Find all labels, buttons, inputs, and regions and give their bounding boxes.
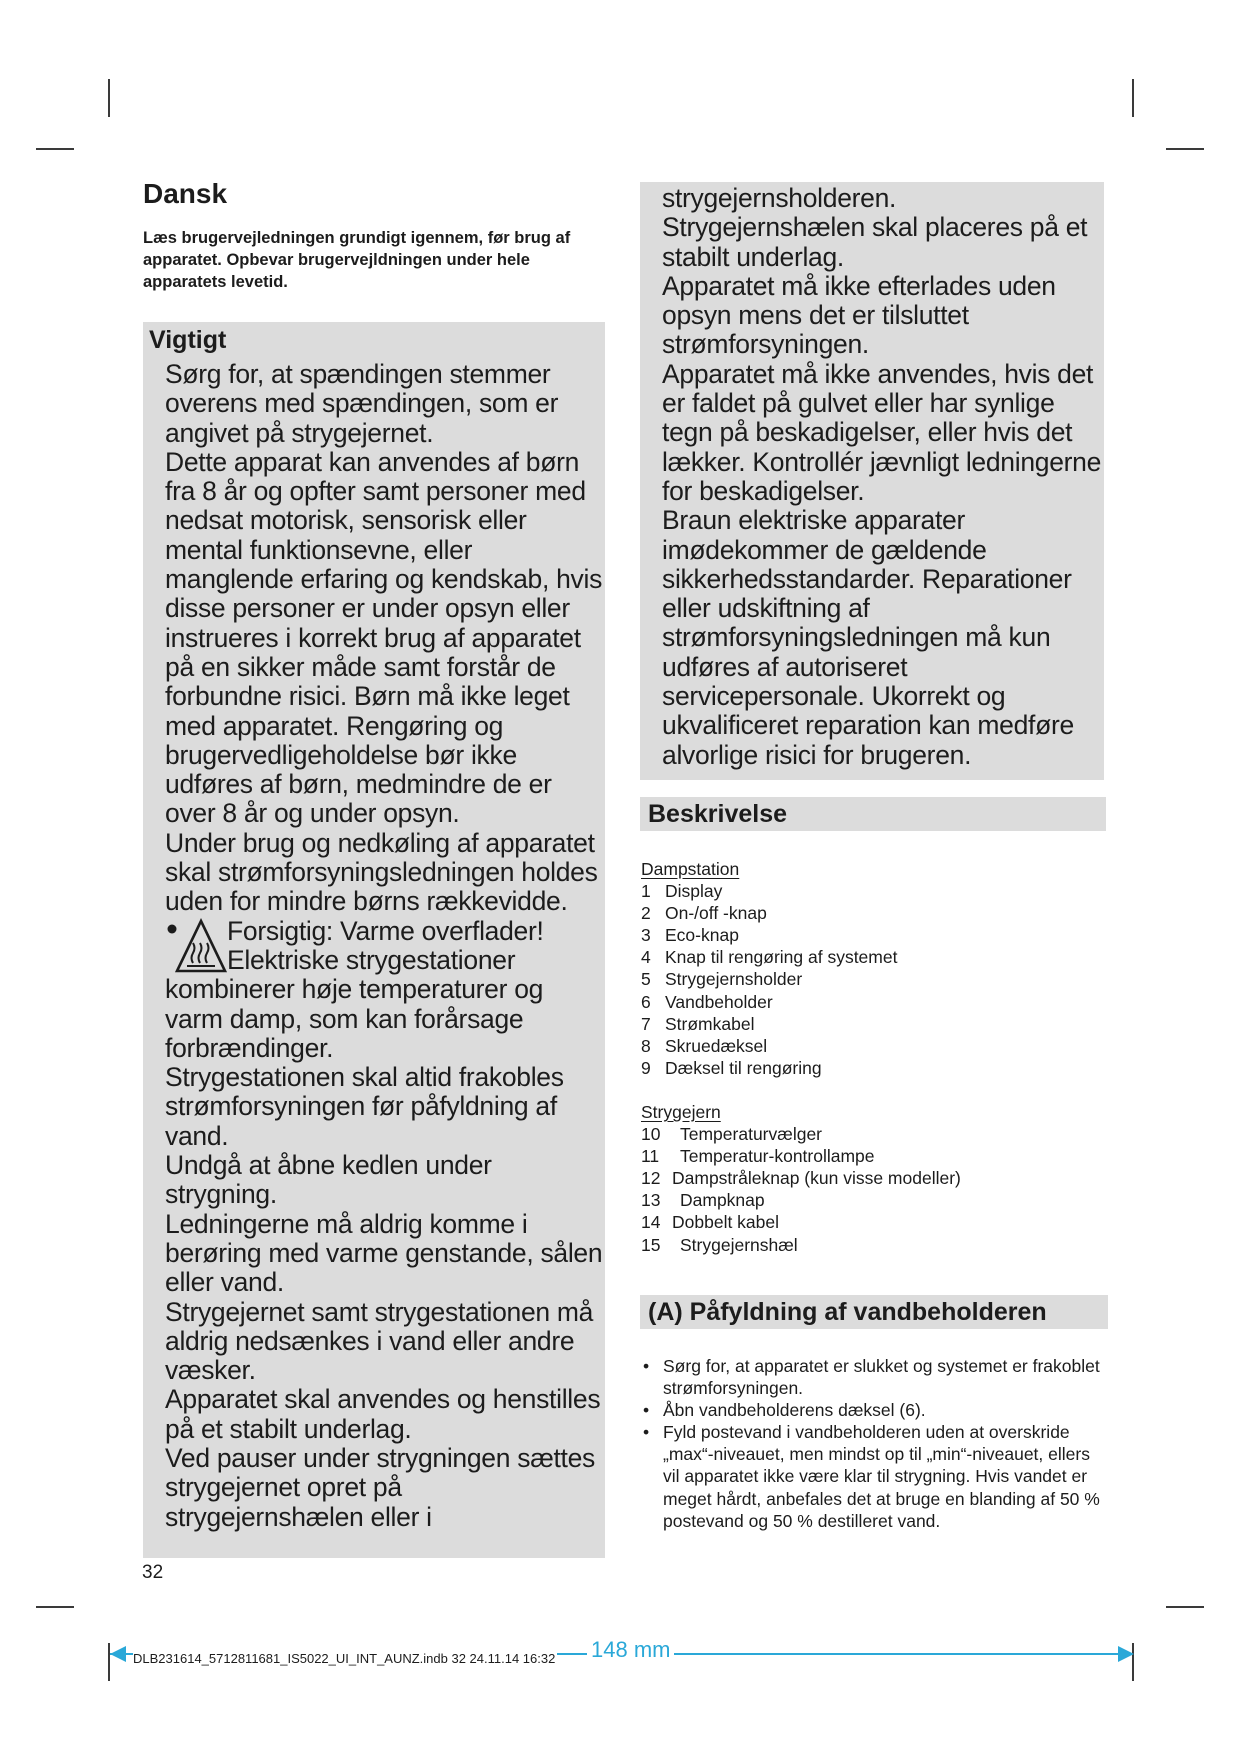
crop-mark-top-right [1132, 79, 1134, 117]
list-item: 4 Knap til rengøring af systemet [641, 947, 898, 968]
list-item: 9 Dæksel til rengøring [641, 1057, 822, 1078]
important-item: Apparatet må ikke efterlades uden opsyn mens det er tilsluttet strømforsyningen. [662, 270, 1056, 360]
description-heading: Beskrivelse [640, 797, 1106, 831]
parts-list-station [641, 858, 897, 1079]
warning-text: kombinerer høje temperaturer og varm damp, som kan forårsage forbrændinger. [165, 974, 544, 1063]
list-item: 11 Temperatur-kontrollampe [641, 1146, 875, 1167]
important-text-right [662, 184, 1104, 770]
list-item: 5 Strygejernsholder [641, 969, 803, 990]
important-item: Apparatet skal anvendes og henstilles på et stabilt underlag. [165, 1384, 601, 1444]
filling-heading: (A) Påfyldning af vandbeholderen [640, 1295, 1108, 1329]
parts-list-iron [641, 1101, 961, 1256]
list-item: 10 Temperaturvælger [641, 1124, 822, 1145]
warning-line-1: Forsigtig: Varme overflader! [227, 915, 544, 946]
list-item: 8 Skruedæksel [641, 1035, 768, 1056]
important-item: Strygejernet samt strygestationen må aldrig nedsænkes i vand eller andre væsker. [165, 1296, 594, 1386]
important-item: Strygestationen skal altid frakobles strømforsyningen før påfyldning af vand. [165, 1062, 564, 1151]
list-item: 6 Vandbeholder [641, 991, 773, 1012]
hot-surface-warning [165, 917, 605, 976]
important-box [143, 322, 605, 1558]
arrow-right-icon [1118, 1646, 1134, 1662]
list-item: • Fyld postevand i vandbeholderen uden at overskride „max“-niveauet, men mindst op til „min“-niveauet, ellers vil apparatet ikke være klar til strygning. Hvis vandet er meget hårdt, anbefales det at bruge en blanding af 50 % postevand og 50 % destilleret vand. [641, 1421, 1111, 1531]
parts-group-title: Strygejern [641, 1102, 721, 1122]
page-number: 32 [142, 1562, 164, 1583]
list-item: 13 Dampknap [641, 1190, 765, 1211]
crop-mark-left-upper [36, 148, 74, 150]
list-item: 15 Strygejernshæl [641, 1234, 798, 1255]
list-item: • Åbn vandbeholderens dæksel (6). [641, 1399, 1111, 1421]
list-item: 2 On-/off -knap [641, 903, 767, 924]
crop-mark-right-lower [1166, 1606, 1204, 1608]
important-title: Vigtigt [149, 326, 227, 354]
important-item: Sørg for, at spændingen stemmer overens med spændingen, som er angivet på strygejernet. [165, 359, 559, 448]
important-box-continued [640, 182, 1104, 780]
print-slug: DLB231614_5712811681_IS5022_UI_INT_AUNZ.indb 32 24.11.14 16:32 [133, 1651, 556, 1666]
important-item: Apparatet må ikke anvendes, hvis det er faldet på gulvet eller har synlige tegn på beskadigelser, eller hvis det lækker. Kontrollér jævnligt ledningerne for beskadigelser. [662, 358, 1102, 506]
list-item: • Sørg for, at apparatet er slukket og systemet er frakoblet strømforsyningen. [641, 1355, 1111, 1399]
page-title: Dansk [143, 178, 228, 209]
important-item: Dette apparat kan anvendes af børn fra 8 år og opfter samt personer med nedsat motorisk, sensorisk eller mental funktionsevne, eller manglende erfaring og kendskab, hvis disse personer er under opsyn eller instrueres i korrekt brug af apparatet på en sikker måde samt forstår de forbundne risici. Børn må ikke leget med apparatet. Rengøring og brugervedligeholdelse bør ikke udføres af børn, medmindre de er over 8 år og under opsyn. [165, 446, 603, 829]
important-item: Strygejernshælen skal placeres på et stabilt underlag. [662, 212, 1088, 272]
list-item: 12 Dampstråleknap (kun visse modeller) [641, 1168, 961, 1189]
list-item: 1 Display [641, 881, 723, 902]
filling-steps [641, 1355, 1111, 1532]
arrow-left-icon [110, 1646, 126, 1662]
list-item: 7 Strømkabel [641, 1013, 755, 1034]
important-item: strygejernsholderen. [662, 183, 897, 213]
list-item: 14 Dobbelt kabel [641, 1212, 780, 1233]
crop-mark-left-lower [36, 1606, 74, 1608]
measure-label: 148 mm [587, 1637, 674, 1663]
warning-line-2: Elektriske strygestationer [227, 944, 516, 975]
important-item: Ledningerne må aldrig komme i berøring med varme genstande, sålen eller vand. [165, 1208, 603, 1298]
crop-mark-top-left [108, 79, 110, 117]
important-item: Braun elektriske apparater imødekommer de gældende sikkerhedsstandarder. Reparationer eller udskiftning af strømforsyningsledningen må kun udføres af autoriseret servicepersonale. Ukorrekt og ukvalificeret reparation kan medføre alvorlige risici for brugeren. [662, 505, 1074, 770]
crop-mark-right-upper [1166, 148, 1204, 150]
important-text-left [165, 360, 605, 1532]
important-item: Under brug og nedkøling af apparatet skal strømforsyningsledningen holdes uden for mindre børns rækkevidde. [165, 827, 598, 917]
important-item: Undgå at åbne kedlen under strygning. [165, 1150, 492, 1210]
hot-surface-warning-icon [165, 917, 227, 975]
parts-group-title: Dampstation [641, 859, 740, 879]
intro-text: Læs brugervejledningen grundigt igennem, før brug af apparatet. Opbevar brugervejldningen under hele apparatets levetid. [143, 229, 571, 291]
list-item: 3 Eco-knap [641, 925, 739, 946]
important-item: Ved pauser under strygningen sættes strygejernet opret på strygejernshælen eller i [165, 1442, 595, 1532]
